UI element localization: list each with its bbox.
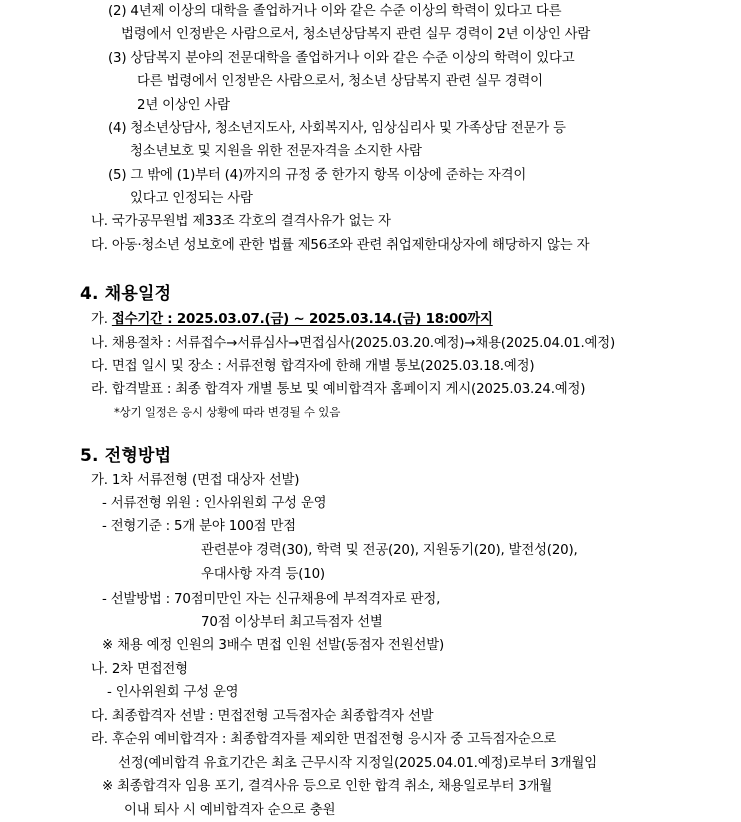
- section-4-heading: 4. 채용일정: [80, 284, 172, 304]
- qualification-item-5-line-1: (5) 그 밖에 (1)부터 (4)까지의 규정 중 한가지 항목 이상에 준하는 자격이: [108, 168, 527, 183]
- qualification-item-2-line-2: 법령에서 인정받은 사람으로서, 청소년상담복지 관련 실무 경력이 2년 이상인 사람: [121, 27, 591, 42]
- qualification-item-3-line-2: 다른 법령에서 인정받은 사람으로서, 청소년 상담복지 관련 실무 경력이: [137, 74, 543, 89]
- schedule-da: 다. 면접 일시 및 장소 : 서류전형 합격자에 한해 개별 통보(2025.03.18.예정): [91, 359, 535, 374]
- schedule-note: *상기 일정은 응시 상황에 따라 변경될 수 있음: [114, 405, 341, 419]
- qualification-item-4-line-2: 청소년보호 및 지원을 위한 전문자격을 소지한 사람: [130, 144, 422, 159]
- schedule-na: 나. 채용절차 : 서류접수→서류심사→면접심사(2025.03.20.예정)→채용(2025.04.01.예정): [91, 336, 616, 351]
- selection-ga: 가. 1차 서류전형 (면접 대상자 선발): [91, 473, 300, 488]
- selection-ga-method-line-2: 70점 이상부터 최고득점자 선별: [201, 615, 383, 630]
- schedule-ga: [91, 311, 493, 329]
- selection-ga-criteria-line-2: 관련분야 경력(30), 학력 및 전공(20), 지원동기(20), 발전성(20),: [201, 543, 578, 558]
- selection-ga-method-line-1: - 선발방법 : 70점미만인 자는 신규채용에 부적격자로 판정,: [102, 592, 441, 607]
- selection-na: 나. 2차 면접전형: [91, 662, 188, 677]
- final-note-line-2: 이내 퇴사 시 예비합격자 순으로 충원: [124, 803, 336, 818]
- selection-ga-criteria-line-1: - 전형기준 : 5개 분야 100점 만점: [102, 519, 296, 534]
- schedule-ra: 라. 합격발표 : 최종 합격자 개별 통보 및 예비합격자 홈페이지 게시(2025.03.24.예정): [91, 382, 586, 397]
- qualification-item-4-line-1: (4) 청소년상담사, 청소년지도사, 사회복지사, 임상심리사 및 가족상담 전문가 등: [108, 121, 566, 136]
- selection-ra-line-1: 라. 후순위 예비합격자 : 최종합격자를 제외한 면접전형 응시자 중 고득점자순으로: [91, 732, 557, 747]
- final-note-line-1: ※ 최종합격자 임용 포기, 결격사유 등으로 인한 합격 취소, 채용일로부터 3개월: [102, 779, 553, 794]
- schedule-ga-prefix: 가.: [91, 312, 112, 327]
- qualification-item-3-line-3: 2년 이상인 사람: [137, 98, 230, 113]
- qualification-item-2-line-1: (2) 4년제 이상의 대학을 졸업하거나 이와 같은 수준 이상의 학력이 있다고 다른: [108, 4, 562, 19]
- qualification-na: 나. 국가공무원법 제33조 각호의 결격사유가 없는 자: [91, 214, 391, 229]
- section-5-heading: 5. 전형방법: [80, 446, 172, 466]
- selection-ra-line-2: 선정(예비합격 유효기간은 최초 근무시작 지정일(2025.04.01.예정)로부터 3개월임: [118, 756, 597, 771]
- selection-ga-criteria-line-3: 우대사항 자격 등(10): [201, 567, 325, 582]
- selection-ga-committee: - 서류전형 위원 : 인사위원회 구성 운영: [102, 496, 327, 511]
- qualification-item-3-line-1: (3) 상담복지 분야의 전문대학을 졸업하거나 이와 같은 수준 이상의 학력이 있다고: [108, 51, 575, 66]
- qualification-item-5-line-2: 있다고 인정되는 사람: [130, 191, 253, 206]
- selection-ga-note: ※ 채용 예정 인원의 3배수 면접 인원 선발(동점자 전원선발): [102, 638, 445, 653]
- qualification-da: 다. 아동·청소년 성보호에 관한 법률 제56조와 관련 취업제한대상자에 해당하지 않는 자: [91, 238, 590, 253]
- selection-na-sub: - 인사위원회 구성 운영: [107, 685, 239, 700]
- application-period: 접수기간 : 2025.03.07.(금) ~ 2025.03.14.(금) 18:00까지: [111, 312, 493, 327]
- selection-da: 다. 최종합격자 선발 : 면접전형 고득점자순 최종합격자 선발: [91, 709, 434, 724]
